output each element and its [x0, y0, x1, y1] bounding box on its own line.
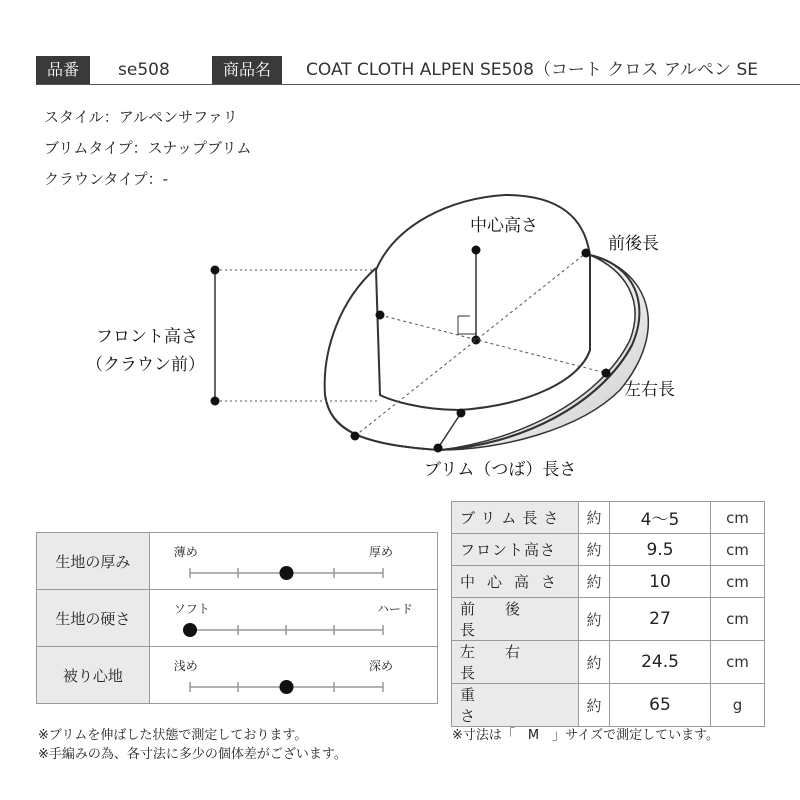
measurement-unit: cm: [711, 534, 765, 566]
label-front-back: 前後長: [608, 234, 659, 254]
measurement-name: フロント高さ: [452, 534, 579, 566]
note-size: ※寸法は「 M 」サイズで測定しています。: [452, 728, 720, 743]
measurement-row: [452, 598, 765, 641]
measurement-name: ブリム長さ: [452, 502, 579, 534]
feel-scale: [149, 647, 437, 704]
feel-row-thickness: [37, 533, 438, 590]
measurement-name: 前後長: [452, 598, 579, 641]
measurement-unit: cm: [711, 502, 765, 534]
measurement-approx: 約: [579, 534, 610, 566]
feel-label: 被り心地: [37, 647, 150, 704]
feel-scale: [149, 533, 437, 590]
measurement-unit: g: [711, 684, 765, 727]
measurement-approx: 約: [579, 566, 610, 598]
feel-label: 生地の硬さ: [37, 590, 150, 647]
measurement-unit: cm: [711, 566, 765, 598]
spec-crown-type: クラウンタイプ：-: [44, 170, 169, 188]
scale-right-text: 厚め: [368, 545, 393, 559]
scale-track: [150, 533, 438, 589]
scale-left-text: 薄め: [173, 545, 198, 559]
name-label: 商品名: [212, 56, 282, 84]
scale-left-text: ソフト: [173, 602, 210, 616]
measurement-approx: 約: [579, 641, 610, 684]
label-center-height: 中心高さ: [470, 216, 538, 236]
feel-row-hardness: [37, 590, 438, 647]
scale-left-text: 浅め: [173, 659, 198, 673]
measurement-name: 重さ: [452, 684, 579, 727]
spec-style: スタイル：アルペンサファリ: [44, 108, 238, 126]
measurement-row: [452, 641, 765, 684]
measurement-table: [451, 501, 765, 727]
note-brim-measure: ※ブリムを伸ばした状態で測定しております。: [38, 728, 308, 743]
scale-track: [150, 590, 438, 646]
measurement-row: [452, 566, 765, 598]
feel-scale: [149, 590, 437, 647]
measurement-value: 24.5: [610, 641, 711, 684]
code-value: se508: [118, 60, 170, 80]
label-brim-length: ブリム（つば）長さ: [424, 460, 577, 480]
scale-marker: [279, 680, 293, 694]
scale-marker: [183, 623, 197, 637]
scale-right-text: 深め: [368, 659, 393, 673]
measurement-value: 65: [610, 684, 711, 727]
measurement-unit: cm: [711, 641, 765, 684]
scale-right-text: ハード: [376, 602, 413, 616]
measurement-approx: 約: [579, 502, 610, 534]
measurement-name: 中心高さ: [452, 566, 579, 598]
product-name: COAT CLOTH ALPEN SE508（コート クロス アルペン SE: [306, 60, 758, 80]
scale-track: [150, 647, 438, 703]
label-left-right: 左右長: [624, 380, 675, 400]
measurement-unit: cm: [711, 598, 765, 641]
measurement-name: 左右長: [452, 641, 579, 684]
measurement-row: [452, 684, 765, 727]
measurement-value: 10: [610, 566, 711, 598]
measurement-value: 4〜5: [610, 502, 711, 534]
scale-marker: [279, 566, 293, 580]
feel-row-fit: [37, 647, 438, 704]
label-front-height-sub: （クラウン前）: [86, 355, 205, 375]
measurement-approx: 約: [579, 598, 610, 641]
spec-brim-type: ブリムタイプ：スナップブリム: [44, 139, 252, 157]
code-label: 品番: [36, 56, 90, 84]
measurement-row: [452, 534, 765, 566]
feel-label: 生地の厚み: [37, 533, 150, 590]
feel-table: [36, 532, 438, 704]
label-front-height: フロント高さ: [96, 327, 198, 347]
measurement-row: [452, 502, 765, 534]
measurement-value: 27: [610, 598, 711, 641]
measurement-approx: 約: [579, 684, 610, 727]
note-handmade: ※手編みの為、各寸法に多少の個体差がございます。: [38, 747, 347, 762]
measurement-value: 9.5: [610, 534, 711, 566]
